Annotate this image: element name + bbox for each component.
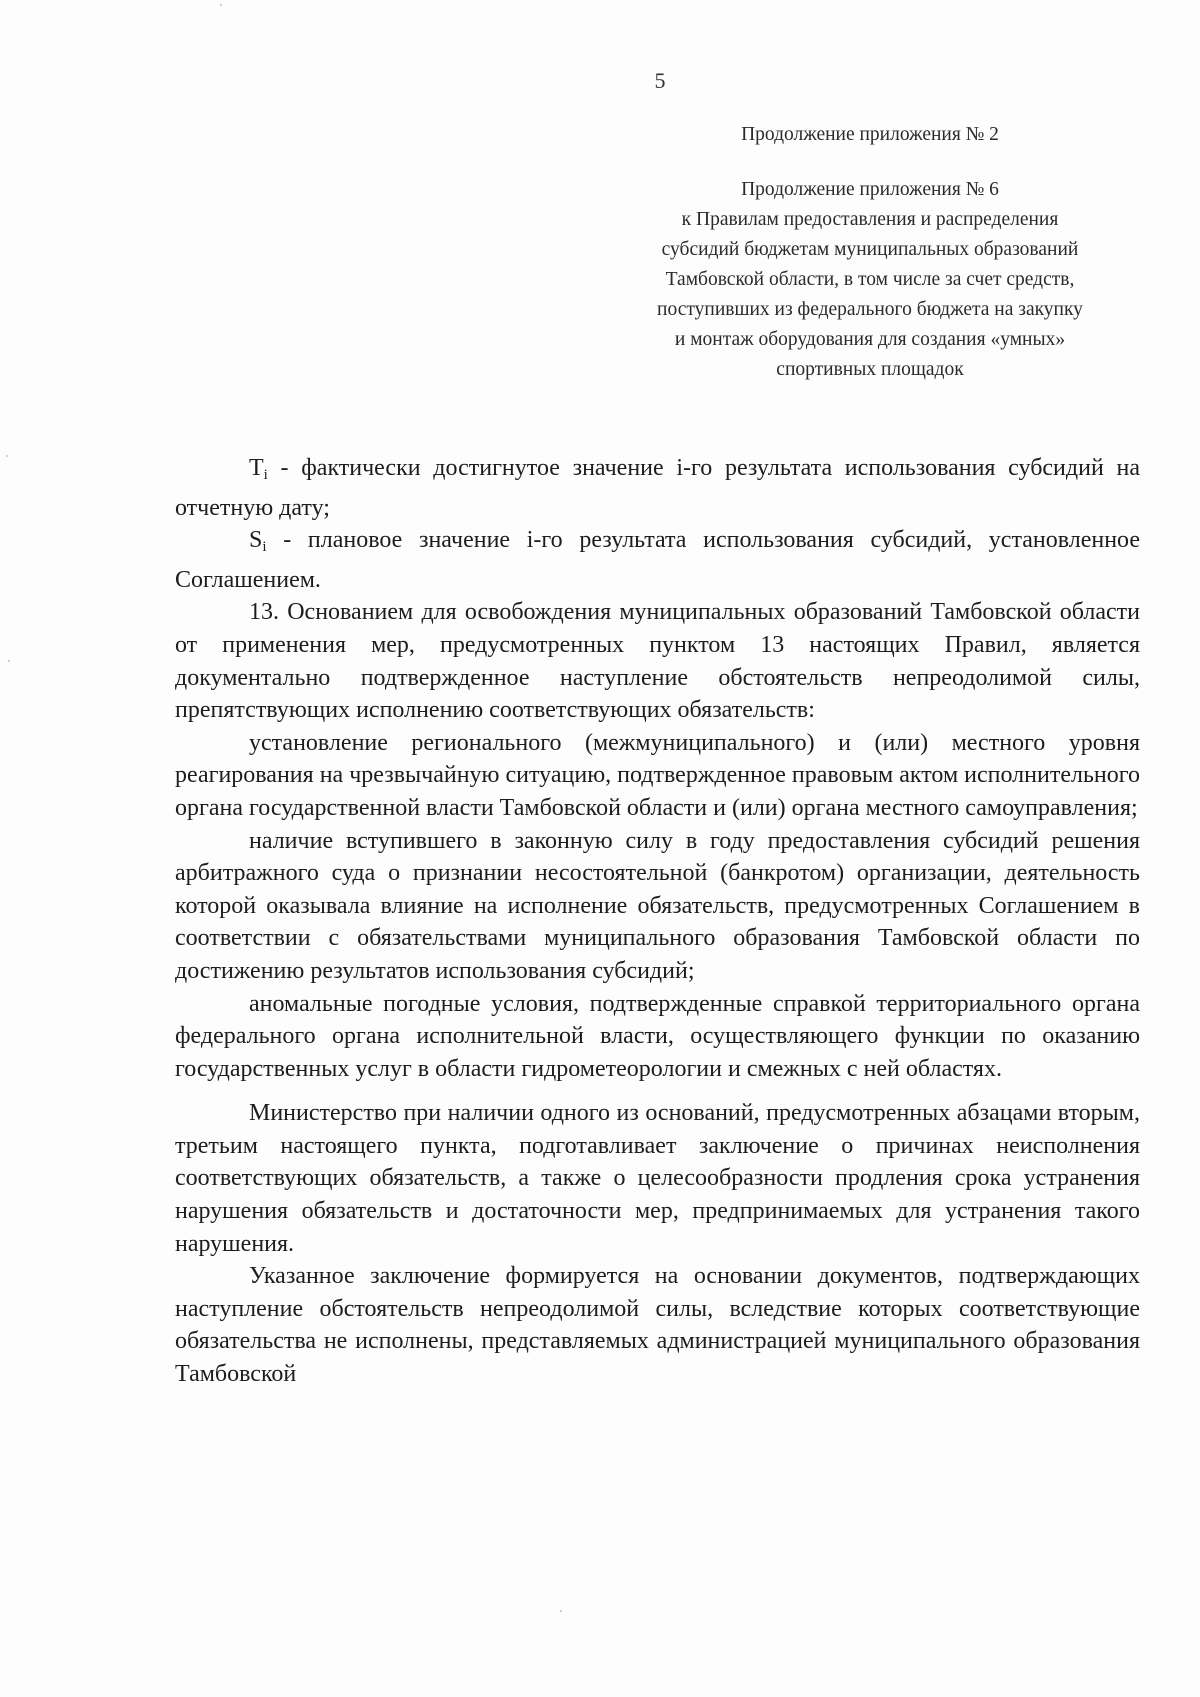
scan-speck [8,660,10,662]
page-number: 5 [654,68,666,93]
annex-line: спортивных площадок [776,359,964,380]
paragraph-13: 13. Основанием для освобождения муниципальных образований Тамбовской области от применения мер, предусмотренных пунктом 13 настоящих Правил, является документально подтвержденное наступление обстоятельств непреодолимой силы, препятствующих исполнению соответствующих обязательств: [175,599,1140,724]
document-body [175,452,1140,1391]
paragraph-weather: аномальные погодные условия, подтвержденные справкой территориального органа федерального органа исполнительной власти, осуществляющего функции по оказанию государственных услуг в области гидрометеорологии и смежных с ней областях. [175,990,1140,1082]
annex-header [610,120,1130,385]
t-subscript: i [263,467,268,483]
t-definition-text: - фактически достигнутое значение i-го результата использования субсидий на отчетную дату; [175,455,1140,521]
annex-continuation-2: Продолжение приложения № 2 [741,124,999,145]
paragraph-s-definition [175,524,1140,596]
annex-line: Тамбовской области, в том числе за счет средств, [665,269,1075,290]
annex-continuation-6: Продолжение приложения № 6 [741,179,999,200]
scan-speck [560,1610,562,1612]
s-symbol: S [249,527,263,554]
annex-line: поступивших из федерального бюджета на закупку [657,299,1083,320]
paragraph-regional-emergency: установление регионального (межмуниципального) и (или) местного уровня реагирования на чрезвычайную ситуацию, подтвержденное правовым актом исполнительного органа государственной власти Тамбовской области и (или) органа местного самоуправления; [175,729,1140,821]
scan-speck [220,4,222,6]
annex-line: субсидий бюджетам муниципальных образований [661,239,1079,260]
paragraph-arbitration: наличие вступившего в законную силу в году предоставления субсидий решения арбитражного суда о признании несостоятельной (банкротом) организации, деятельность которой оказывала влияние на исполнение обязательств, предусмотренных Соглашением в соответствии с обязательствами муниципального образования Тамбовской области по достижению результатов использования субсидий; [175,827,1140,984]
annex-gap [610,150,1130,175]
s-definition-text: - плановое значение i-го результата использования субсидий, установленное Соглашением. [175,527,1140,593]
s-subscript: i [262,539,267,556]
scan-speck [6,455,8,457]
annex-line: и монтаж оборудования для создания «умных» [674,329,1066,350]
paragraph-ministry: Министерство при наличии одного из оснований, предусмотренных абзацами вторым, третьим настоящего пункта, подготавливает заключение о причинах неисполнения соответствующих обязательств, а также о целесообразности продления срока устранения нарушения обязательств и достаточности мер, предпринимаемых для устранения такого нарушения. [175,1100,1140,1257]
t-symbol: T [249,455,264,481]
paragraph-t-definition [175,452,1140,524]
paragraph-conclusion: Указанное заключение формируется на основании документов, подтверждающих наступление обстоятельств непреодолимой силы, вследствие которых соответствующие обязательства не исполнены, представляемых администрацией муниципального образования Тамбовской [175,1263,1140,1388]
annex-line: к Правилам предоставления и распределения [681,209,1059,230]
